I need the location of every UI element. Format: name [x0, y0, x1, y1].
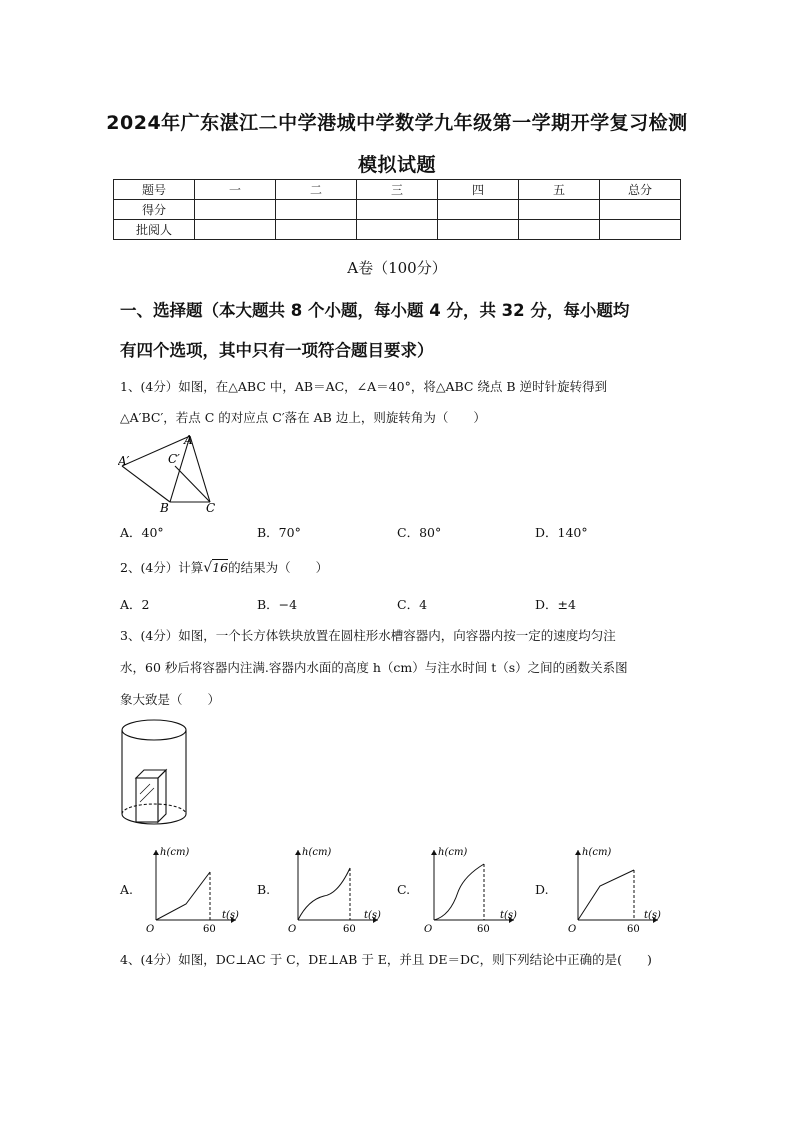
tick-label: 60 [343, 924, 356, 935]
label-b: B [160, 501, 169, 514]
x-axis-label: t(s) [644, 910, 661, 921]
q3-graph-c[interactable] [420, 842, 520, 936]
q3-line1: 3、(4分）如图，一个长方体铁块放置在圆柱形水槽容器内，向容器内按一定的速度均匀注 [120, 628, 616, 643]
label-a: A [184, 433, 193, 447]
q3-option-d[interactable]: D. [535, 882, 549, 897]
score-table-row [114, 220, 681, 240]
score-table-header-cell: 五 [519, 180, 600, 200]
score-table-row [114, 200, 681, 220]
x-axis-label: t(s) [364, 910, 381, 921]
section-a-heading: A卷（100分） [347, 259, 447, 277]
score-table-header-row [114, 180, 681, 200]
y-axis-label: h(cm) [160, 847, 190, 858]
sqrt-symbol: √ [203, 560, 213, 576]
exam-title-line2: 模拟试题 [357, 154, 436, 176]
q3-graph-d[interactable] [564, 842, 664, 936]
score-table [113, 179, 681, 240]
origin-label: O [568, 924, 577, 935]
score-table-header-cell: 三 [357, 180, 438, 200]
exam-title-line1: 2024年广东湛江二中学港城中学数学九年级第一学期开学复习检测 [106, 112, 688, 134]
score-cell[interactable] [519, 200, 600, 220]
score-cell[interactable] [195, 220, 276, 240]
tick-label: 60 [203, 924, 216, 935]
q3-line3: 象大致是（ ） [120, 692, 221, 707]
q3-option-c[interactable]: C. [397, 882, 411, 897]
q2-radicand: 16 [212, 560, 229, 575]
q2-option-d[interactable]: D．±4 [535, 597, 576, 612]
score-table-header-cell: 二 [276, 180, 357, 200]
score-table-header-cell: 四 [438, 180, 519, 200]
score-cell[interactable] [276, 220, 357, 240]
q3-option-b[interactable]: B. [257, 882, 271, 897]
x-axis-label: t(s) [222, 910, 239, 921]
origin-label: O [424, 924, 433, 935]
q1-option-c[interactable]: C．80° [397, 525, 442, 540]
y-axis-label: h(cm) [302, 847, 332, 858]
x-axis-label: t(s) [500, 910, 517, 921]
q1-triangle-figure [118, 432, 218, 514]
q2-prefix: 2、(4分）计算 [120, 560, 204, 575]
q3-graph-a[interactable] [142, 842, 242, 936]
q1-option-a[interactable]: A．40° [120, 525, 164, 540]
tick-label: 60 [627, 924, 640, 935]
score-table-header-cell: 一 [195, 180, 276, 200]
origin-label: O [288, 924, 297, 935]
q1-line1: 1、(4分）如图，在△ABC 中，AB＝AC，∠A＝40°，将△ABC 绕点 B 逆时针旋转得到 [120, 379, 608, 394]
part1-heading-line1: 一、选择题（本大题共 8 个小题，每小题 4 分，共 32 分，每小题均 [120, 301, 630, 320]
q2-suffix: 的结果为（ ） [228, 560, 329, 575]
score-cell[interactable] [600, 200, 681, 220]
y-axis-label: h(cm) [582, 847, 612, 858]
q3-option-a[interactable]: A. [120, 882, 134, 897]
tick-label: 60 [477, 924, 490, 935]
q4-line1: 4、(4分）如图，DC⊥AC 于 C，DE⊥AB 于 E，并且 DE＝DC，则下列结论中正确的是( ) [120, 952, 652, 967]
score-cell[interactable] [195, 200, 276, 220]
q3-cylinder-figure [118, 716, 190, 832]
score-table-header-cell: 总分 [600, 180, 681, 200]
score-row-label: 批阅人 [114, 220, 195, 240]
origin-label: O [146, 924, 155, 935]
label-a-prime: A′ [118, 454, 130, 468]
q2-option-a[interactable]: A．2 [120, 597, 150, 612]
score-cell[interactable] [438, 220, 519, 240]
q3-line2: 水，60 秒后将容器内注满.容器内水面的高度 h（cm）与注水时间 t（s）之间的函数关系图 [120, 660, 628, 675]
q3-graph-b[interactable] [284, 842, 384, 936]
q2-option-c[interactable]: C．4 [397, 597, 428, 612]
score-cell[interactable] [519, 220, 600, 240]
score-row-label: 得分 [114, 200, 195, 220]
q1-option-b[interactable]: B．70° [257, 525, 301, 540]
q1-option-d[interactable]: D．140° [535, 525, 588, 540]
score-cell[interactable] [357, 200, 438, 220]
part1-heading-line2: 有四个选项，其中只有一项符合题目要求） [120, 341, 434, 360]
q2-option-b[interactable]: B．−4 [257, 597, 298, 612]
q2-line [120, 558, 690, 576]
score-cell[interactable] [276, 200, 357, 220]
y-axis-label: h(cm) [438, 847, 468, 858]
score-cell[interactable] [600, 220, 681, 240]
score-cell[interactable] [438, 200, 519, 220]
score-table-header-cell: 题号 [114, 180, 195, 200]
label-c-prime: C′ [168, 452, 180, 466]
q1-line2: △A′BC′，若点 C 的对应点 C′落在 AB 边上，则旋转角为（ ） [120, 410, 486, 425]
label-c: C [206, 501, 216, 514]
score-cell[interactable] [357, 220, 438, 240]
